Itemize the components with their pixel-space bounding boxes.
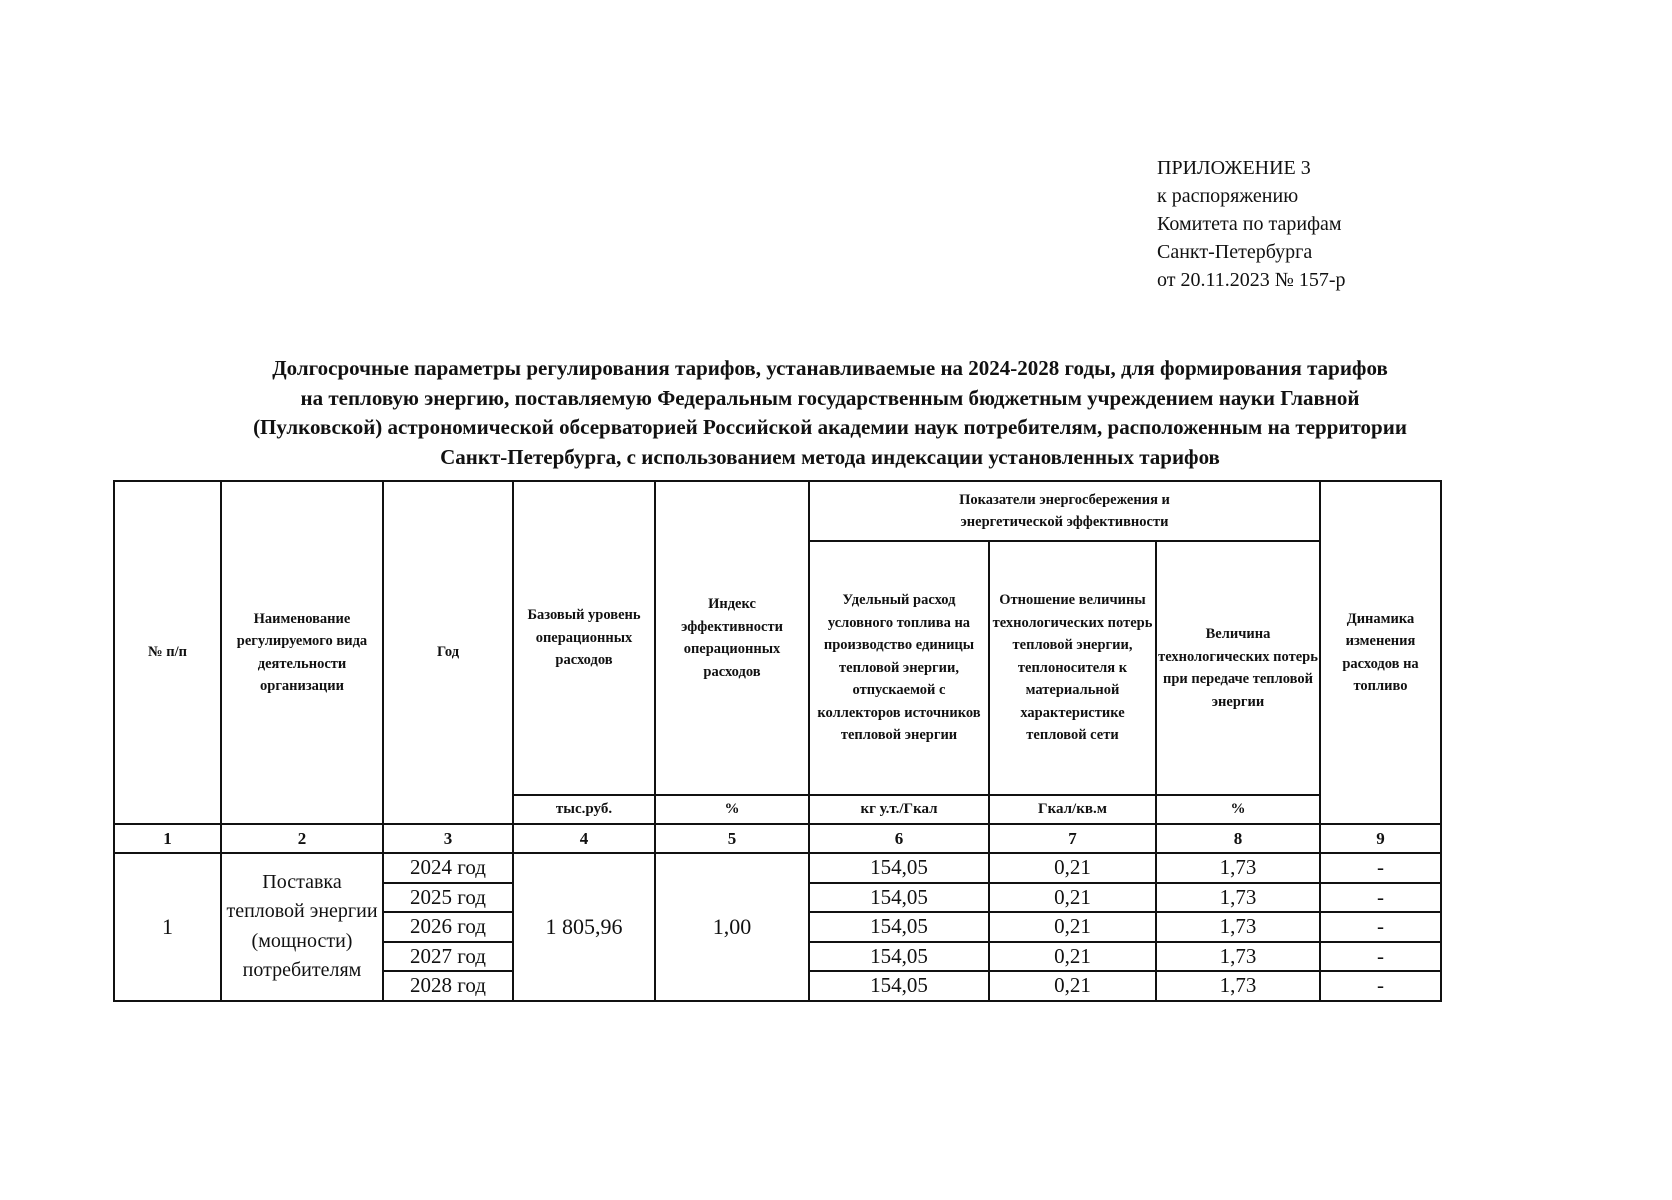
losses-value: 1,73	[1156, 883, 1320, 913]
dynamics-value: -	[1320, 883, 1441, 913]
losses-value: 1,73	[1156, 853, 1320, 883]
appendix-line: от 20.11.2023 № 157-р	[1157, 269, 1346, 291]
header-num: № п/п	[114, 481, 221, 824]
column-number: 4	[513, 824, 655, 853]
header-name: Наименование регулируемого вида деятельности организации	[221, 481, 383, 824]
ratio-value: 0,21	[989, 853, 1156, 883]
header-tech-losses: Величина технологических потерь при передаче тепловой энергии	[1156, 541, 1320, 795]
ratio-value: 0,21	[989, 971, 1156, 1001]
column-number: 1	[114, 824, 221, 853]
column-number: 3	[383, 824, 513, 853]
fuel-value: 154,05	[809, 971, 989, 1001]
header-fuel-dynamics: Динамика изменения расходов на топливо	[1320, 481, 1441, 824]
tariff-parameters-table	[113, 480, 1442, 1002]
dynamics-value: -	[1320, 912, 1441, 942]
dynamics-value: -	[1320, 971, 1441, 1001]
unit-loss-ratio: Гкал/кв.м	[989, 795, 1156, 824]
column-number: 2	[221, 824, 383, 853]
appendix-line: к распоряжению	[1157, 185, 1299, 207]
fuel-value: 154,05	[809, 912, 989, 942]
base-opex-value: 1 805,96	[513, 853, 655, 1001]
ratio-value: 0,21	[989, 912, 1156, 942]
dynamics-value: -	[1320, 853, 1441, 883]
year-cell: 2026 год	[383, 912, 513, 942]
title-line: Санкт-Петербурга, с использованием метода индексации установленных тарифов	[440, 444, 1220, 469]
losses-value: 1,73	[1156, 912, 1320, 942]
activity-name: Поставка тепловой энергии (мощности) потребителям	[221, 853, 383, 1001]
unit-tech-losses: %	[1156, 795, 1320, 824]
column-number: 5	[655, 824, 809, 853]
document-title	[100, 354, 1560, 472]
efficiency-index-value: 1,00	[655, 853, 809, 1001]
losses-value: 1,73	[1156, 971, 1320, 1001]
ratio-value: 0,21	[989, 883, 1156, 913]
title-line: Долгосрочные параметры регулирования тарифов, устанавливаемые на 2024-2028 годы, для формирования тарифов	[272, 356, 1388, 380]
header-base-opex: Базовый уровень операционных расходов	[513, 481, 655, 795]
fuel-value: 154,05	[809, 942, 989, 972]
appendix-block	[1157, 154, 1345, 294]
dynamics-value: -	[1320, 942, 1441, 972]
column-numbers-row	[114, 824, 1441, 853]
appendix-line: Санкт-Петербурга	[1157, 241, 1313, 263]
column-number: 6	[809, 824, 989, 853]
unit-base-opex: тыс.руб.	[513, 795, 655, 824]
title-line: на тепловую энергию, поставляемую Федеральным государственным бюджетным учреждением науки Главной	[300, 385, 1360, 410]
title-line: (Пулковской) астрономической обсерваторией Российской академии наук потребителям, расположенным на территории	[253, 415, 1407, 439]
column-number: 7	[989, 824, 1156, 853]
unit-efficiency-index: %	[655, 795, 809, 824]
year-cell: 2024 год	[383, 853, 513, 883]
fuel-value: 154,05	[809, 853, 989, 883]
header-efficiency-index: Индекс эффективности операционных расходов	[655, 481, 809, 795]
fuel-value: 154,05	[809, 883, 989, 913]
unit-fuel-consumption: кг у.т./Гкал	[809, 795, 989, 824]
header-energy-group: Показатели энергосбережения и энергетической эффективности	[809, 481, 1320, 541]
column-number: 9	[1320, 824, 1441, 853]
table-row	[114, 853, 1441, 883]
header-loss-ratio: Отношение величины технологических потерь тепловой энергии, теплоносителя к материальной характеристике тепловой сети	[989, 541, 1156, 795]
column-number: 8	[1156, 824, 1320, 853]
row-number: 1	[114, 853, 221, 1001]
appendix-line: ПРИЛОЖЕНИЕ 3	[1157, 157, 1311, 179]
year-cell: 2027 год	[383, 942, 513, 972]
ratio-value: 0,21	[989, 942, 1156, 972]
appendix-line: Комитета по тарифам	[1157, 213, 1342, 235]
year-cell: 2025 год	[383, 883, 513, 913]
losses-value: 1,73	[1156, 942, 1320, 972]
header-fuel-consumption: Удельный расход условного топлива на производство единицы тепловой энергии, отпускаемой с коллекторов источников тепловой энергии	[809, 541, 989, 795]
header-year: Год	[383, 481, 513, 824]
year-cell: 2028 год	[383, 971, 513, 1001]
